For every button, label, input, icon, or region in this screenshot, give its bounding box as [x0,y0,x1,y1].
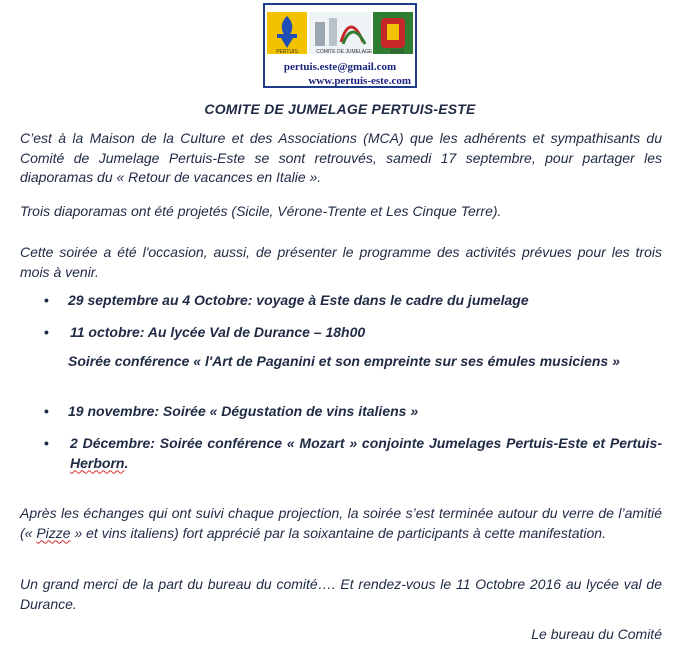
logo-label-pertuis: PERTUIS [276,49,298,55]
signature: Le bureau du Comité [531,626,662,642]
program-item-text-part: 2 Décembre: Soirée conférence « Mozart » conjointe Jumelages Pertuis-Este et Pertuis- [70,435,662,451]
thanks-paragraph: Un grand merci de la part du bureau du comité…. Et rendez-vous le 11 Octobre 2016 au lycée val de Durance. [20,576,662,612]
logo-label-este: ESTE [390,49,404,55]
twinning-logo [263,3,417,88]
program-item-text: 19 novembre: Soirée « Dégustation de vins italiens » [68,403,419,419]
slideshows-paragraph: Trois diaporamas ont été projetés (Sicile, Vérone-Trente et Les Cinque Terre). [20,203,502,219]
closing-text-part: Après les échanges qui ont suivi chaque projection, la soirée s’est terminée autour du verre de l’amitié (« [20,505,662,541]
pizze-word: Pizze [36,524,71,541]
closing-text-end: » et vins italiens) fort apprécié par la soixantaine de participants à cette manifestation. [70,524,606,541]
intro-paragraph: C’est à la Maison de la Culture et des Associations (MCA) que les adhérents et sympathisants du Comité de Jumelage Pertuis-Este se sont retrouvés, samedi 17 septembre, pour partager les diaporamas du « Retour de vacances en Italie ». [20,130,662,185]
page-title: COMITE DE JUMELAGE PERTUIS-ESTE [204,101,476,117]
email-link[interactable]: pertuis.este@gmail.com [283,61,397,73]
closing-paragraph [20,504,662,543]
program-item-text-end: . [124,454,129,471]
program-item-subtext: Soirée conférence « l'Art de Paganini et son empreinte sur ses émules musiciens » [68,353,620,369]
herborn-word: Herborn [70,454,125,471]
bullet-icon: • [44,435,49,451]
bullet-icon: • [44,403,49,419]
logo-labels [267,49,413,57]
program-intro-paragraph: Cette soirée a été l'occasion, aussi, de présenter le programme des activités prévues pour les trois mois à venir. [20,244,662,280]
bullet-icon: • [44,324,49,340]
logo-label-comite: COMITE DE JUMELAGE [316,49,373,55]
website-link[interactable]: www.pertuis-este.com [308,75,411,87]
program-item-text: 11 octobre: Au lycée Val de Durance – 18h00 [70,324,366,340]
program-item-text: 29 septembre au 4 Octobre: voyage à Este dans le cadre du jumelage [68,292,529,308]
program-item-text [70,434,662,473]
bullet-icon: • [44,292,49,308]
